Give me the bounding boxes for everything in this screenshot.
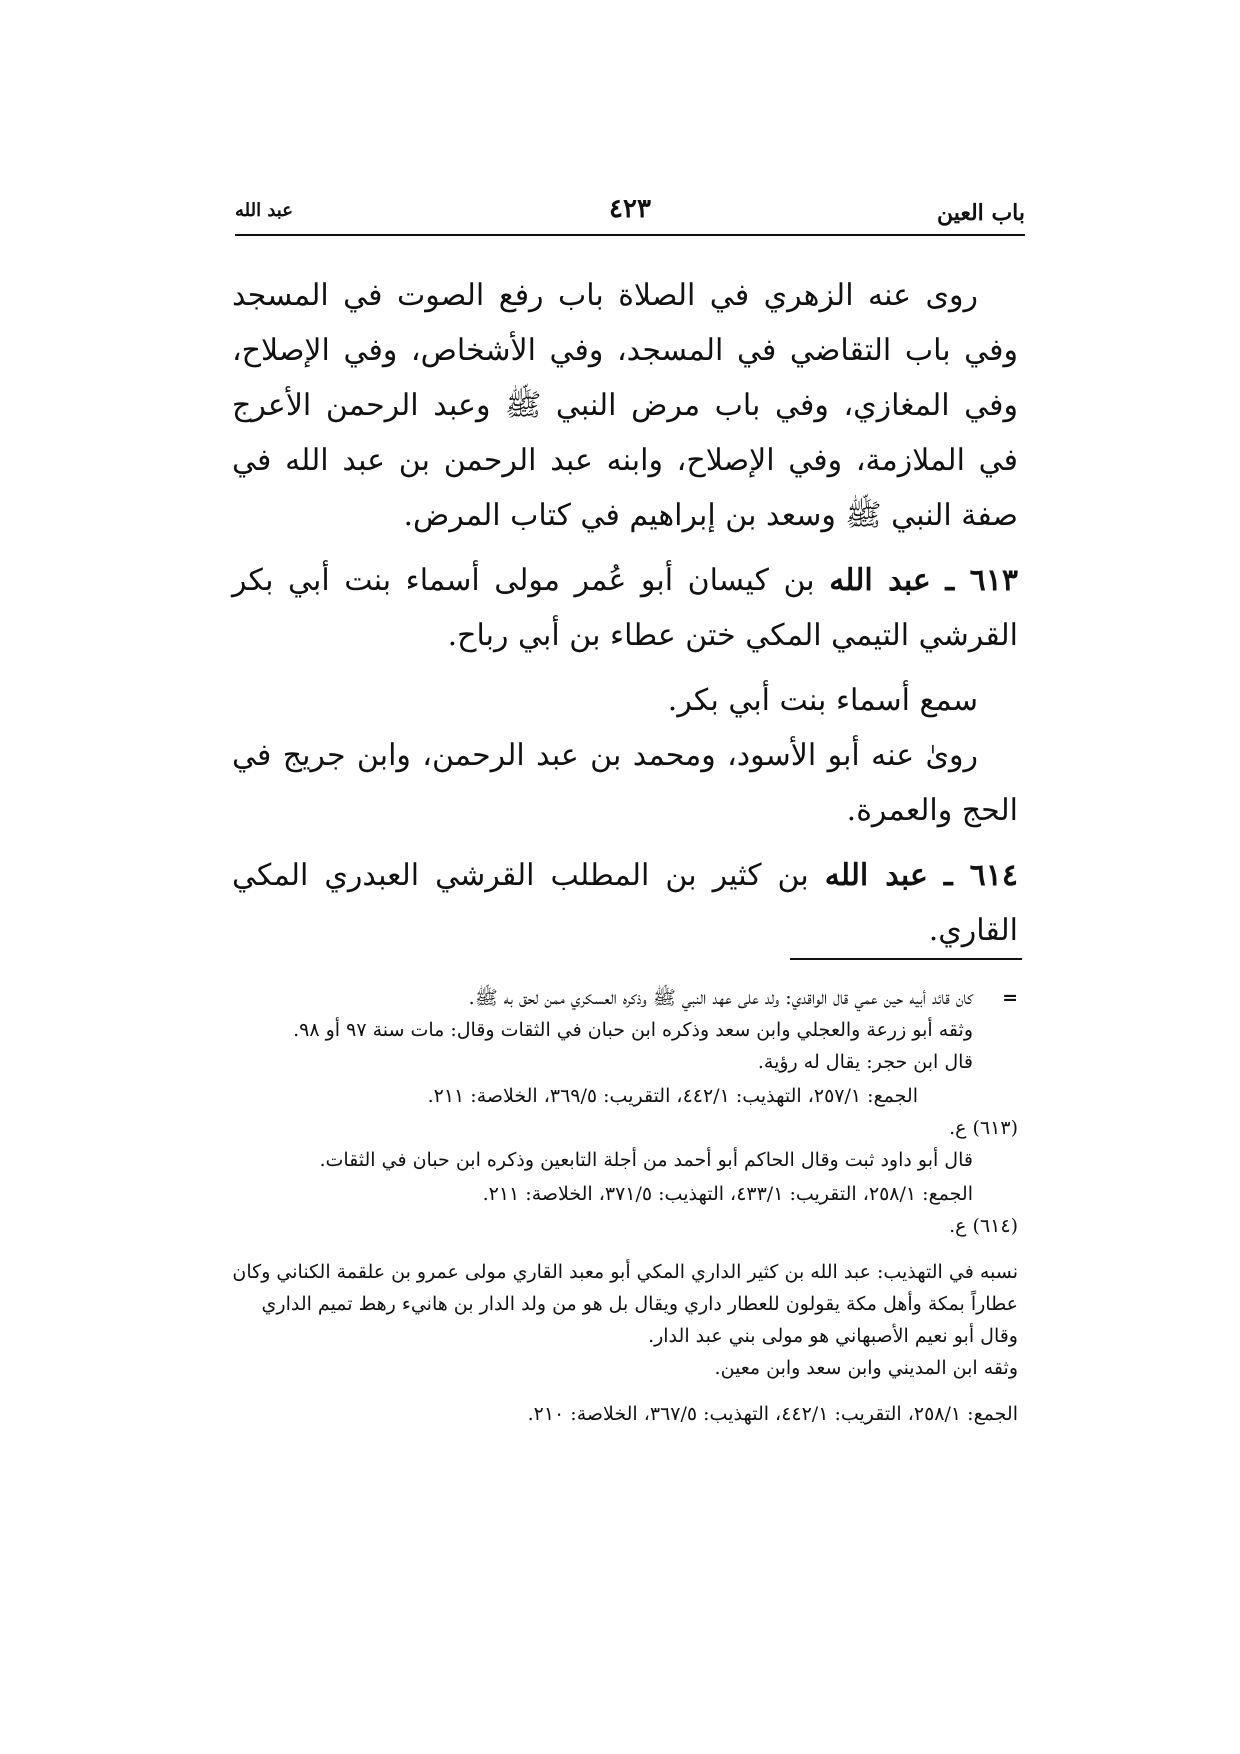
entry-613-heading bbox=[232, 553, 1018, 663]
footnote-continuation-text: كان قائد أبيه حين عمي قال الواقدي: ولد على عهد النبي ﷺ وذكره العسكري ممن لحق به ﷺ. bbox=[468, 987, 973, 1009]
entry-614-heading bbox=[232, 848, 1018, 958]
main-text bbox=[232, 268, 1018, 958]
footnote-references: الجمع: ٢٥٧/١، التهذيب: ٤٤٢/١، التقريب: ٣٦٩/٥، الخلاصة: ٢١١. bbox=[427, 1085, 918, 1107]
paragraph-narrators-previous: روى عنه الزهري في الصلاة باب رفع الصوت في المسجد وفي باب التقاضي في المسجد، وفي الأشخاص، وفي الإصلاح، وفي المغازي، وفي باب مرض النبي ﷺ وعبد الرحمن الأعرج في الملازمة، وفي الإصلاح، وابنه عبد الرحمن بن عبد الله في صفة النبي ﷺ وسعد بن إبراهيم في كتاب المرض. bbox=[232, 278, 1018, 533]
page-number: ٤٢٣ bbox=[609, 194, 651, 224]
footnote-614-text: نسبه في التهذيب: عبد الله بن كثير الداري المكي أبو معبد القاري مولى عمرو بن علقمة الكناني وكان عطاراً بمكة وأهل مكة يقولون للعطار داري ويقال بل هو من ولد الدار بن هانيء رهط تميم الداري وقال أبو نعيم الأصبهاني هو مولى بني عبد الدار. bbox=[232, 1261, 1018, 1347]
footnote-613-label: (٦١٣) ع. bbox=[949, 1117, 1018, 1139]
entry-614-description: بن كثير بن المطلب القرشي العبدري المكي القاري. bbox=[232, 858, 1018, 948]
entry-613-narrators: روىٰ عنه أبو الأسود، ومحمد بن عبد الرحمن، وابن جريج في الحج والعمرة. bbox=[232, 738, 1018, 828]
entry-613-heard-from: سمع أسماء بنت أبي بكر. bbox=[667, 683, 978, 718]
header-divider bbox=[235, 234, 1025, 236]
footnote-continuation bbox=[232, 982, 1018, 1014]
entry-614-number: ٦١٤ ـ bbox=[943, 858, 1018, 893]
footnote-ibn-hajar-line: قال ابن حجر: يقال له رؤية. bbox=[757, 1051, 973, 1073]
entry-614-name: عبد الله bbox=[824, 858, 928, 893]
header-section-title: باب العين bbox=[936, 200, 1025, 226]
entry-613-description: بن كيسان أبو عُمر مولى أسماء بنت أبي بكر القرشي التيمي المكي ختن عطاء بن أبي رباح. bbox=[232, 563, 1018, 653]
footnote-613-text: قال أبو داود ثبت وقال الحاكم أبو أحمد من أجلة التابعين وذكره ابن حبان في الثقات. bbox=[319, 1149, 973, 1171]
continuation-marker: = bbox=[1002, 987, 1018, 1009]
footnote-614-references: الجمع: ٢٥٨/١، التقريب: ٤٤٢/١، التهذيب: ٣٦٧/٥، الخلاصة: ٢١٠. bbox=[527, 1403, 1018, 1425]
footnote-614-thiqa: وثقه ابن المديني وابن سعد وابن معين. bbox=[714, 1357, 1018, 1379]
entry-613-number: ٦١٣ ـ bbox=[945, 563, 1018, 598]
footnote-thiqa-line: وثقه أبو زرعة والعجلي وابن سعد وذكره ابن حبان في الثقات وقال: مات سنة ٩٧ أو ٩٨. bbox=[293, 1019, 973, 1041]
footnotes bbox=[232, 982, 1018, 1430]
entry-613-name: عبد الله bbox=[829, 563, 931, 598]
footnote-divider bbox=[790, 958, 1022, 960]
header-running-name: عبد الله bbox=[235, 200, 293, 221]
footnote-613-references: الجمع: ٢٥٨/١، التقريب: ٤٣٣/١، التهذيب: ٣٧١/٥، الخلاصة: ٢١١. bbox=[482, 1183, 973, 1205]
running-header bbox=[235, 194, 1025, 234]
footnote-614-label: (٦١٤) ع. bbox=[949, 1215, 1018, 1237]
